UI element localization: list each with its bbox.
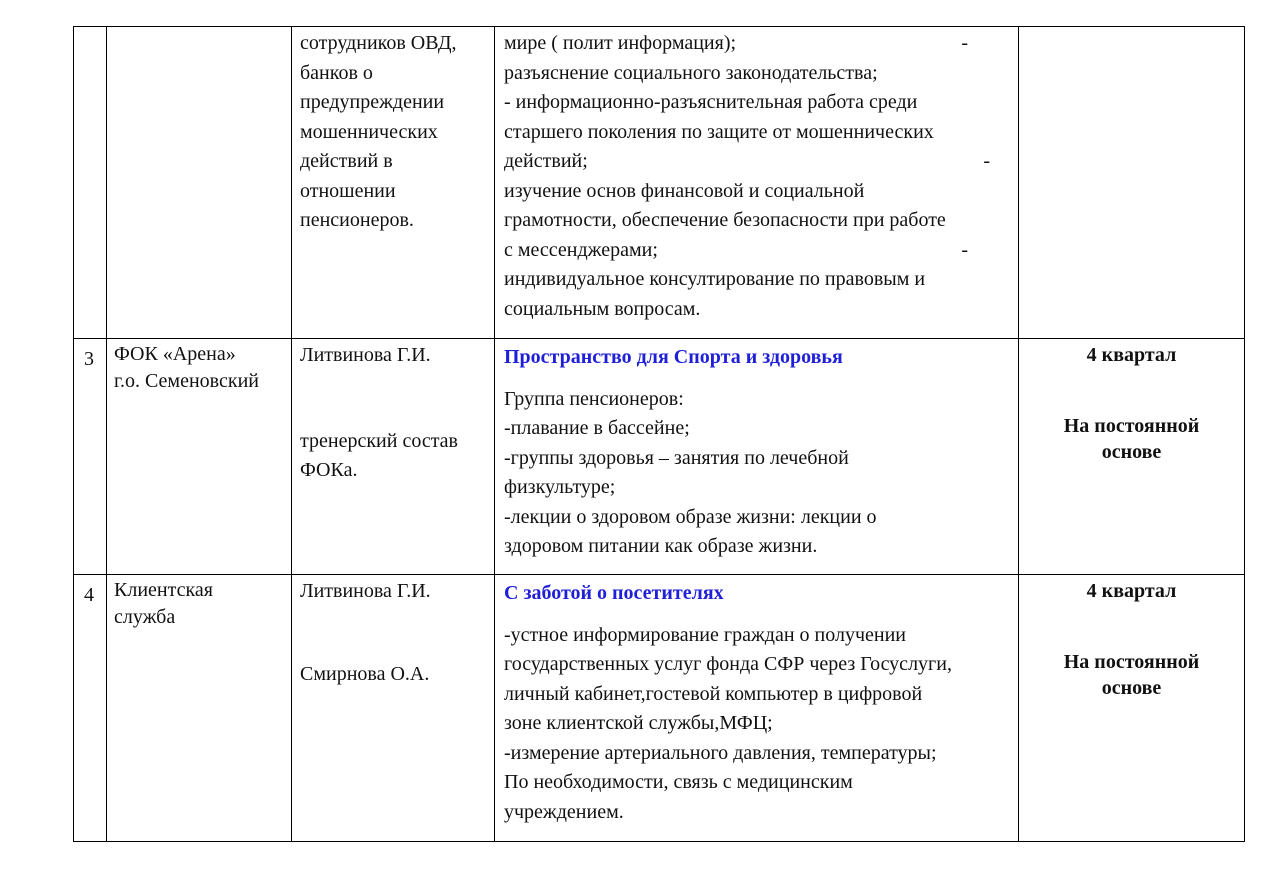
responsible-person: Смирнова О.А.: [300, 662, 430, 685]
responsible-line: отношении: [300, 179, 396, 202]
responsible-cell: [292, 27, 495, 339]
responsible-group: ФОКа.: [300, 459, 358, 481]
content-line: По необходимости, связь с медицинским: [504, 771, 853, 793]
content-line: -лекции о здоровом образе жизни: лекции о: [504, 505, 877, 528]
content-line: - информационно-разъяснительная работа среди: [504, 91, 918, 113]
content-cell: [495, 339, 1019, 575]
period-cell: [1019, 339, 1245, 575]
responsible-person: Литвинова Г.И.: [300, 580, 431, 602]
content-line: -устное информирование граждан о получении: [504, 623, 906, 646]
organization-cell: Клиентская служба: [107, 575, 292, 842]
period-note: На постоянной основе: [1063, 650, 1200, 699]
responsible-group: тренерский состав: [300, 429, 458, 452]
period-label: 4 квартал: [1086, 344, 1177, 366]
responsible-line: пенсионеров.: [300, 209, 414, 231]
content-line: государственных услуг фонда СФР через Госуслуги,: [504, 653, 952, 675]
content-cell: [495, 575, 1019, 842]
responsible-line: банков о: [300, 61, 373, 84]
content-line: физкультуре;: [504, 476, 616, 498]
activity-title: Пространство для Спорта и здоровья: [504, 346, 843, 368]
content-line: здоровом питании как образе жизни.: [504, 535, 818, 557]
table-row: [74, 339, 1245, 575]
content-line: с мессенджерами; -: [504, 238, 968, 261]
content-line: грамотности, обеспечение безопасности при работе: [504, 209, 946, 231]
events-plan-table: [73, 26, 1245, 842]
responsible-cell: [292, 339, 495, 575]
period-label: 4 квартал: [1086, 580, 1177, 602]
responsible-line: предупреждении: [300, 91, 445, 113]
content-line: индивидуальное консултирование по правовым и: [504, 268, 926, 290]
content-line: старшего поколения по защите от мошеннических: [504, 120, 934, 143]
row-number-cell: 3: [74, 339, 107, 575]
period-cell: [1019, 27, 1245, 339]
row-number-cell: 4: [74, 575, 107, 842]
activity-title: С заботой о посетителях: [504, 582, 724, 604]
table-row: [74, 575, 1245, 842]
organization-cell: ФОК «Арена» г.о. Семеновский: [107, 339, 292, 575]
content-line: -группы здоровья – занятия по лечебной: [504, 446, 849, 469]
content-line: Группа пенсионеров:: [504, 387, 684, 410]
responsible-person: Литвинова Г.И.: [300, 344, 431, 366]
responsible-cell: [292, 575, 495, 842]
row-number-cell: [74, 27, 107, 339]
content-line: -измерение артериального давления, температуры;: [504, 741, 937, 764]
content-line: разъяснение социального законодательства;: [504, 61, 878, 84]
responsible-line: мошеннических: [300, 120, 438, 143]
table-row: [74, 27, 1245, 339]
content-line: личный кабинет,гостевой компьютер в цифровой: [504, 682, 923, 705]
period-note: На постоянной основе: [1063, 414, 1200, 463]
content-line: действий; -: [504, 150, 990, 172]
content-line: изучение основ финансовой и социальной: [504, 179, 865, 202]
responsible-line: сотрудников ОВД,: [300, 32, 457, 54]
content-line: мире ( полит информация); -: [504, 32, 968, 54]
content-line: -плавание в бассейне;: [504, 417, 690, 439]
period-cell: [1019, 575, 1245, 842]
content-line: учреждением.: [504, 800, 624, 823]
responsible-line: действий в: [300, 150, 393, 172]
content-line: социальным вопросам.: [504, 297, 701, 320]
organization-cell: [107, 27, 292, 339]
content-line: зоне клиентской службы,МФЦ;: [504, 712, 773, 734]
content-cell: [495, 27, 1019, 339]
